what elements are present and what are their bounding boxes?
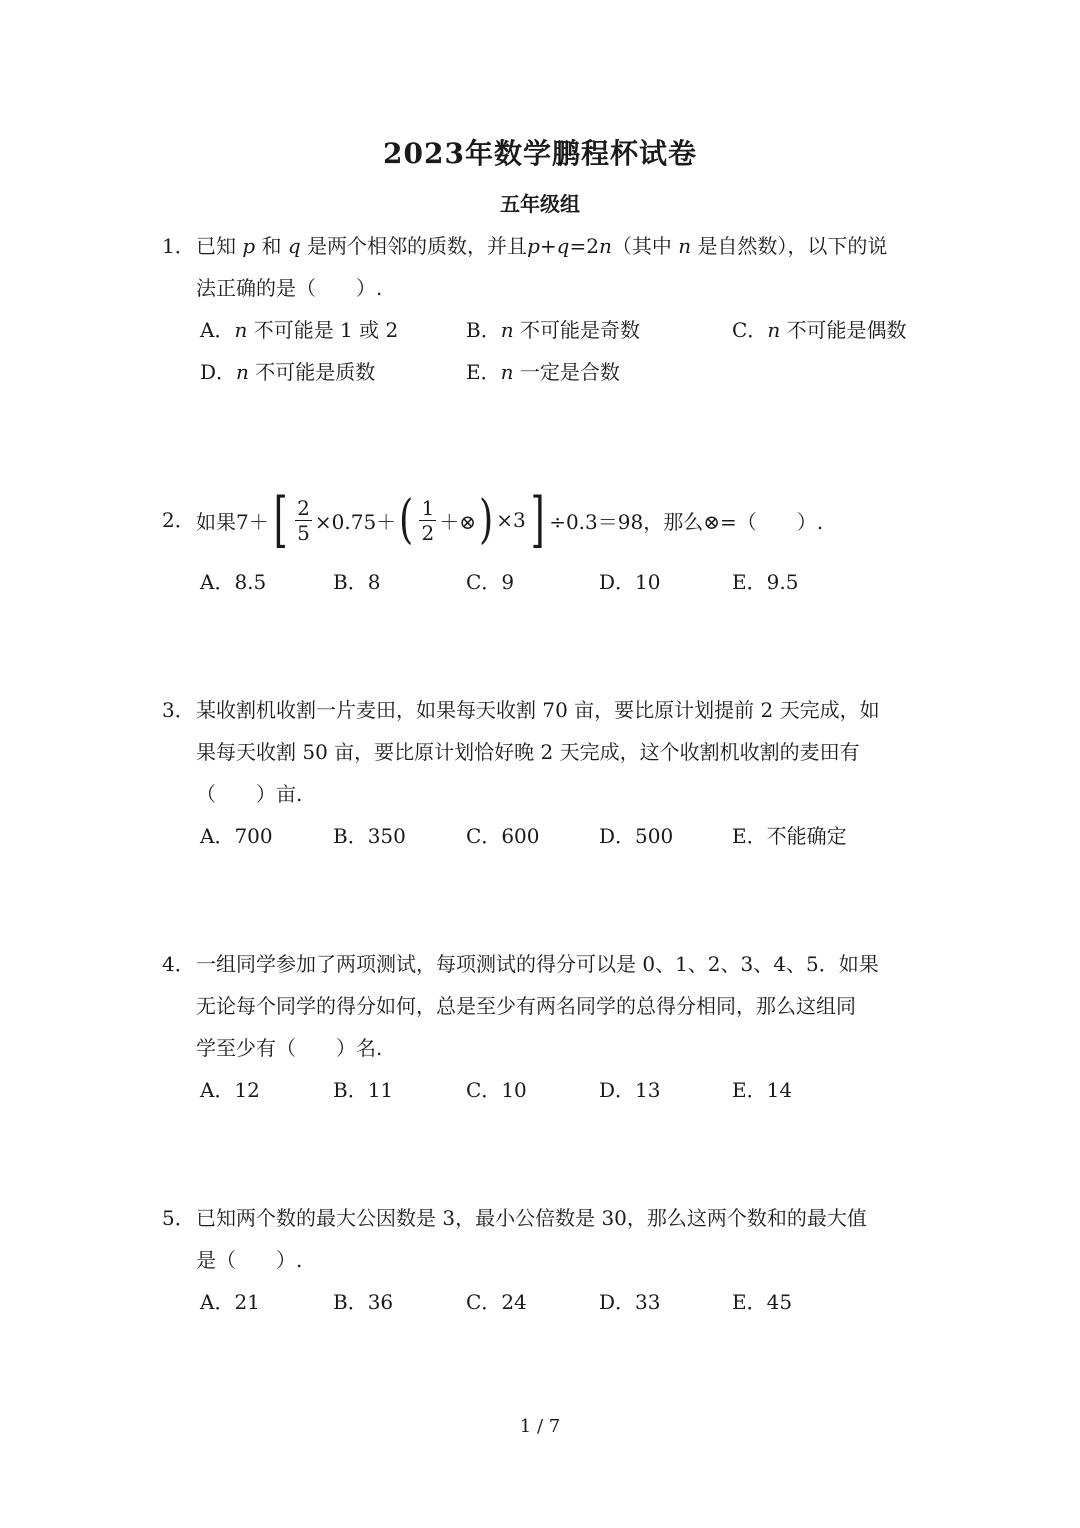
option-text: 21	[234, 1290, 260, 1314]
option-var: n	[234, 318, 248, 342]
fraction-denominator: 2	[421, 520, 435, 545]
option-label: E．	[732, 824, 767, 848]
option-text: 500	[635, 824, 674, 848]
q4-option-b[interactable]	[333, 1076, 393, 1104]
option-label: E．	[732, 1290, 767, 1314]
question-3-line-1: 某收割机收割一片麦田，如果每天收割 70 亩，要比原计划提前 2 天完成，如	[196, 698, 880, 722]
question-5-number: 5．	[162, 1206, 195, 1230]
option-label: A．	[200, 1290, 235, 1314]
page-title: 2023年数学鹏程杯试卷	[383, 137, 697, 170]
q3-option-c[interactable]	[466, 822, 540, 850]
right-paren: )	[479, 490, 494, 550]
q1-option-b[interactable]	[466, 316, 640, 344]
q1-option-e[interactable]	[466, 358, 620, 386]
q2-option-d[interactable]	[599, 568, 661, 596]
option-text: 11	[367, 1078, 394, 1102]
option-label: D．	[200, 360, 237, 384]
question-1-line-1	[196, 232, 887, 260]
q1-text: 已知	[196, 234, 236, 258]
fraction-one-half	[419, 496, 436, 545]
q3-option-e[interactable]	[732, 822, 847, 850]
q5-option-a[interactable]	[200, 1288, 260, 1316]
question-4-line-2: 无论每个同学的得分如何，总是至少有两名同学的总得分相同，那么这组同	[196, 994, 856, 1018]
q2-option-c[interactable]	[466, 568, 514, 596]
q2-option-a[interactable]	[200, 568, 266, 596]
option-text: 600	[501, 824, 540, 848]
q1-expr-eq: =2	[569, 234, 599, 258]
option-label: A．	[200, 318, 235, 342]
q1-text: （其中	[611, 234, 672, 258]
question-3-number: 3．	[162, 698, 195, 722]
q2-term: ＋⊗	[439, 509, 476, 534]
question-5-line-2: 是（ ）.	[196, 1248, 303, 1272]
q1-text: 是两个相邻的质数，并且	[307, 234, 528, 258]
q5-option-c[interactable]	[466, 1288, 527, 1316]
q4-option-e[interactable]	[732, 1076, 792, 1104]
option-label: A．	[200, 570, 235, 594]
option-label: C．	[466, 1290, 502, 1314]
fraction-numerator: 2	[297, 495, 310, 520]
option-text: 700	[234, 824, 273, 848]
q1-text: 和	[261, 234, 282, 258]
option-label: A．	[200, 824, 235, 848]
page-subtitle: 五年级组	[500, 192, 580, 216]
q5-option-b[interactable]	[333, 1288, 393, 1316]
q1-expr-n: n	[598, 234, 612, 258]
option-var: n	[500, 318, 514, 342]
q5-option-d[interactable]	[599, 1288, 661, 1316]
question-5-line-1: 已知两个数的最大公因数是 3，最小公倍数是 30，那么这两个数和的最大值	[196, 1206, 867, 1230]
q4-option-d[interactable]	[599, 1076, 661, 1104]
option-label: B．	[333, 824, 368, 848]
option-label: C．	[466, 570, 502, 594]
q2-term: ×3	[496, 508, 526, 532]
q2-option-e[interactable]	[732, 568, 798, 596]
option-text: 13	[635, 1078, 661, 1102]
q1-option-c[interactable]	[732, 316, 907, 344]
q1-expr-q: q	[556, 234, 570, 258]
question-4-line-1: 一组同学参加了两项测试，每项测试的得分可以是 0、1、2、3、4、5．如果	[196, 952, 879, 976]
option-var: n	[767, 318, 781, 342]
option-label: E．	[732, 1078, 767, 1102]
option-label: D．	[599, 824, 636, 848]
left-square-bracket: [	[273, 485, 288, 555]
option-text: 不可能是 1 或 2	[253, 318, 399, 342]
option-text: 10	[635, 570, 661, 594]
option-text: 8	[367, 570, 381, 594]
q2-term: ×0.75＋	[314, 509, 397, 534]
q1-var-n: n	[678, 234, 692, 258]
q4-option-a[interactable]	[200, 1076, 260, 1104]
q1-var-q: q	[287, 234, 301, 258]
option-var: n	[236, 360, 249, 384]
right-square-bracket: ]	[530, 485, 545, 555]
fraction-numerator: 1	[421, 495, 435, 520]
option-label: B．	[333, 1290, 368, 1314]
option-text: 350	[367, 824, 406, 848]
question-3-line-2: 果每天收割 50 亩，要比原计划恰好晚 2 天完成，这个收割机收割的麦田有	[196, 740, 860, 764]
q1-expr-p: p	[527, 234, 540, 258]
option-label: B．	[333, 570, 368, 594]
option-label: C．	[732, 318, 768, 342]
q1-expr-plus: +	[539, 234, 557, 258]
option-label: E．	[732, 570, 767, 594]
question-4-number: 4．	[162, 952, 195, 976]
question-1-line-2: 法正确的是（ ）.	[196, 276, 383, 300]
option-text: 一定是合数	[519, 360, 620, 384]
question-1-number: 1．	[162, 234, 195, 258]
q1-option-a[interactable]	[200, 316, 398, 344]
q3-option-b[interactable]	[333, 822, 406, 850]
option-text: 9	[501, 570, 515, 594]
left-paren: (	[399, 490, 414, 550]
option-label: D．	[599, 570, 636, 594]
option-text: 33	[635, 1290, 661, 1314]
q1-option-d[interactable]	[200, 358, 375, 386]
option-text: 9.5	[766, 570, 799, 594]
option-label: B．	[466, 318, 501, 342]
option-text: 12	[234, 1078, 260, 1102]
option-text: 14	[766, 1078, 793, 1102]
q2-option-b[interactable]	[333, 568, 380, 596]
option-label: E．	[466, 360, 501, 384]
q1-var-p: p	[242, 234, 256, 258]
q3-option-a[interactable]	[200, 822, 273, 850]
q1-text: 是自然数），以下的说	[697, 234, 888, 258]
option-text: 24	[501, 1290, 527, 1314]
question-4-line-3: 学至少有（ ）名.	[196, 1036, 383, 1060]
q4-option-c[interactable]	[466, 1076, 527, 1104]
option-text: 不可能是奇数	[519, 318, 640, 342]
page-number: 1 / 7	[519, 1416, 561, 1437]
fraction-two-fifths	[295, 496, 312, 545]
q2-tail: ÷0.3＝98，那么⊗=（ ）.	[549, 509, 824, 534]
option-text: 10	[501, 1078, 527, 1102]
question-3-line-3: （ ）亩.	[196, 782, 303, 806]
option-label: A．	[200, 1078, 235, 1102]
option-text: 8.5	[234, 570, 267, 594]
option-label: C．	[466, 824, 502, 848]
option-label: D．	[599, 1078, 636, 1102]
option-text: 36	[367, 1290, 394, 1314]
fraction-denominator: 5	[297, 520, 310, 545]
question-2-formula	[196, 485, 824, 555]
q2-term: 7＋	[236, 509, 269, 534]
q2-prefix: 如果	[196, 509, 236, 534]
option-label: C．	[466, 1078, 502, 1102]
option-text: 不可能是质数	[255, 360, 376, 384]
option-var: n	[500, 360, 514, 384]
question-2-number: 2．	[162, 508, 195, 532]
q3-option-d[interactable]	[599, 822, 673, 850]
q5-option-e[interactable]	[732, 1288, 792, 1316]
option-text: 不可能是偶数	[786, 318, 907, 342]
option-text: 不能确定	[766, 824, 847, 848]
option-label: B．	[333, 1078, 368, 1102]
option-label: D．	[599, 1290, 636, 1314]
option-text: 45	[766, 1290, 793, 1314]
